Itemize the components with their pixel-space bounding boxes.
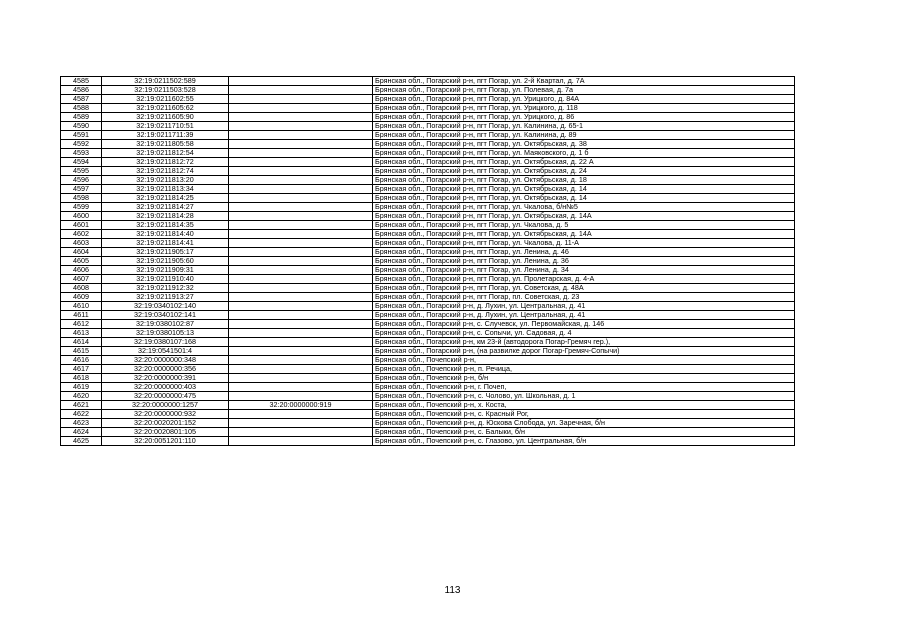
table-row [61,275,795,284]
address-cell: Брянская обл., Погарский р-н, пгт Погар, ул. Урицкого, д. 84А [373,95,795,104]
row-number: 4605 [61,257,102,266]
row-number: 4616 [61,356,102,365]
row-number: 4624 [61,428,102,437]
cadastral-number: 32:19:0211605:62 [102,104,229,113]
row-number: 4611 [61,311,102,320]
row-number: 4598 [61,194,102,203]
previous-cadastral-number [229,113,373,122]
address-cell: Брянская обл., Почепский р-н, с. Балыки, б/н [373,428,795,437]
row-number: 4613 [61,329,102,338]
address-cell: Брянская обл., Погарский р-н, пгт Погар, ул. Ленина, д. 36 [373,257,795,266]
table-row [61,176,795,185]
table-row [61,131,795,140]
cadastral-number: 32:19:0380107:168 [102,338,229,347]
row-number: 4590 [61,122,102,131]
row-number: 4588 [61,104,102,113]
cadastral-number: 32:19:0211913:27 [102,293,229,302]
row-number: 4586 [61,86,102,95]
table-row [61,212,795,221]
table-row [61,167,795,176]
row-number: 4599 [61,203,102,212]
table-row [61,428,795,437]
cadastral-number: 32:20:0020201:152 [102,419,229,428]
previous-cadastral-number [229,302,373,311]
previous-cadastral-number [229,419,373,428]
cadastral-number: 32:19:0211813:34 [102,185,229,194]
cadastral-number: 32:20:0000000:475 [102,392,229,401]
previous-cadastral-number [229,203,373,212]
address-cell: Брянская обл., Погарский р-н, пгт Погар, ул. Ленина, д. 46 [373,248,795,257]
cadastral-number: 32:19:0380102:87 [102,320,229,329]
previous-cadastral-number [229,221,373,230]
table-row [61,383,795,392]
address-cell: Брянская обл., Погарский р-н, пгт Погар, ул. Чкалова, д. 11-А [373,239,795,248]
cadastral-number: 32:20:0000000:932 [102,410,229,419]
previous-cadastral-number [229,365,373,374]
cadastral-number: 32:19:0340102:140 [102,302,229,311]
row-number: 4619 [61,383,102,392]
address-cell: Брянская обл., Погарский р-н, пгт Погар, ул. Октябрьская, д. 22 А [373,158,795,167]
address-cell: Брянская обл., Погарский р-н, (на развилке дорог Погар-Гремяч-Сопычи) [373,347,795,356]
address-cell: Брянская обл., Погарский р-н, пгт Погар, ул. Маяковского, д. 1 б [373,149,795,158]
address-cell: Брянская обл., Погарский р-н, д. Лухин, ул. Центральная, д. 41 [373,311,795,320]
table-row [61,302,795,311]
address-cell: Брянская обл., Почепский р-н, п. Речица, [373,365,795,374]
row-number: 4625 [61,437,102,446]
table-row [61,365,795,374]
cadastral-number: 32:20:0000000:348 [102,356,229,365]
cadastral-number: 32:19:0211814:27 [102,203,229,212]
cadastral-number: 32:19:0211812:74 [102,167,229,176]
registry-table-body [61,77,795,446]
table-row [61,77,795,86]
address-cell: Брянская обл., Погарский р-н, пгт Погар, ул. Октябрьская, д. 14А [373,230,795,239]
table-row [61,257,795,266]
page-number: 113 [444,585,461,596]
cadastral-number: 32:20:0000000:1257 [102,401,229,410]
address-cell: Брянская обл., Погарский р-н, с. Сопычи, ул. Садовая, д. 4 [373,329,795,338]
table-row [61,356,795,365]
previous-cadastral-number [229,104,373,113]
cadastral-number: 32:19:0211909:31 [102,266,229,275]
address-cell: Брянская обл., Погарский р-н, км 23-й (автодорога Погар-Гремяч гер.), [373,338,795,347]
cadastral-number: 32:19:0211814:35 [102,221,229,230]
table-row [61,239,795,248]
previous-cadastral-number [229,95,373,104]
address-cell: Брянская обл., Погарский р-н, пгт Погар, ул. Октябрьская, д. 14 [373,194,795,203]
previous-cadastral-number [229,347,373,356]
cadastral-number: 32:19:0211814:40 [102,230,229,239]
address-cell: Брянская обл., Погарский р-н, пгт Погар, ул. Чкалова, б/н№5 [373,203,795,212]
table-row [61,221,795,230]
previous-cadastral-number [229,86,373,95]
cadastral-number: 32:19:0380105:13 [102,329,229,338]
cadastral-number: 32:20:0051201:110 [102,437,229,446]
row-number: 4604 [61,248,102,257]
previous-cadastral-number [229,320,373,329]
previous-cadastral-number [229,374,373,383]
row-number: 4617 [61,365,102,374]
table-row [61,230,795,239]
previous-cadastral-number [229,212,373,221]
table-row [61,140,795,149]
row-number: 4603 [61,239,102,248]
address-cell: Брянская обл., Погарский р-н, пгт Погар, ул. Октябрьская, д. 18 [373,176,795,185]
table-row [61,95,795,104]
address-cell: Брянская обл., Погарский р-н, д. Лухин, ул. Центральная, д. 41 [373,302,795,311]
address-cell: Брянская обл., Погарский р-н, пгт Погар, ул. Калинина, д. 89 [373,131,795,140]
table-row [61,122,795,131]
row-number: 4610 [61,302,102,311]
previous-cadastral-number [229,122,373,131]
address-cell: Брянская обл., Погарский р-н, пгт Погар, ул. Ленина, д. 34 [373,266,795,275]
cadastral-number: 32:19:0211814:28 [102,212,229,221]
row-number: 4587 [61,95,102,104]
table-row [61,311,795,320]
row-number: 4620 [61,392,102,401]
cadastral-number: 32:20:0000000:391 [102,374,229,383]
previous-cadastral-number [229,77,373,86]
cadastral-number: 32:19:0211912:32 [102,284,229,293]
row-number: 4593 [61,149,102,158]
cadastral-number: 32:19:0340102:141 [102,311,229,320]
row-number: 4621 [61,401,102,410]
previous-cadastral-number [229,311,373,320]
address-cell: Брянская обл., Почепский р-н, г. Почеп, [373,383,795,392]
cadastral-number: 32:19:0211905:17 [102,248,229,257]
table-row [61,392,795,401]
previous-cadastral-number [229,194,373,203]
address-cell: Брянская обл., Погарский р-н, пгт Погар, ул. Октябрьская, д. 14А [373,212,795,221]
table-row [61,347,795,356]
address-cell: Брянская обл., Погарский р-н, пгт Погар, ул. Советская, д. 48А [373,284,795,293]
previous-cadastral-number [229,275,373,284]
cadastral-number: 32:19:0211602:55 [102,95,229,104]
table-row [61,329,795,338]
address-cell: Брянская обл., Почепский р-н, с. Чолово, ул. Школьная, д. 1 [373,392,795,401]
cadastral-number: 32:19:0211710:51 [102,122,229,131]
previous-cadastral-number [229,410,373,419]
row-number: 4608 [61,284,102,293]
previous-cadastral-number [229,131,373,140]
previous-cadastral-number [229,383,373,392]
table-row [61,284,795,293]
row-number: 4602 [61,230,102,239]
row-number: 4609 [61,293,102,302]
table-row [61,410,795,419]
row-number: 4597 [61,185,102,194]
table-row [61,374,795,383]
row-number: 4600 [61,212,102,221]
table-row [61,104,795,113]
row-number: 4615 [61,347,102,356]
table-row [61,248,795,257]
row-number: 4623 [61,419,102,428]
cadastral-number: 32:19:0211711:39 [102,131,229,140]
previous-cadastral-number [229,293,373,302]
address-cell: Брянская обл., Погарский р-н, пгт Погар, ул. Полевая, д. 7а [373,86,795,95]
table-row [61,158,795,167]
row-number: 4589 [61,113,102,122]
table-row [61,203,795,212]
address-cell: Брянская обл., Погарский р-н, пгт Погар, ул. Урицкого, д. 118 [373,104,795,113]
address-cell: Брянская обл., Погарский р-н, пгт Погар, ул. Пролетарская, д. 4-А [373,275,795,284]
row-number: 4596 [61,176,102,185]
row-number: 4595 [61,167,102,176]
address-cell: Брянская обл., Погарский р-н, пгт Погар, ул. Октябрьская, д. 38 [373,140,795,149]
previous-cadastral-number [229,239,373,248]
cadastral-number: 32:19:0211503:528 [102,86,229,95]
cadastral-number: 32:19:0211805:58 [102,140,229,149]
address-cell: Брянская обл., Погарский р-н, пгт Погар, пл. Советская, д. 23 [373,293,795,302]
row-number: 4612 [61,320,102,329]
table-row [61,185,795,194]
previous-cadastral-number [229,266,373,275]
row-number: 4585 [61,77,102,86]
cadastral-number: 32:19:0211812:54 [102,149,229,158]
previous-cadastral-number [229,428,373,437]
cadastral-number: 32:19:0211910:40 [102,275,229,284]
previous-cadastral-number [229,167,373,176]
table-row [61,320,795,329]
address-cell: Брянская обл., Почепский р-н, х. Коста, [373,401,795,410]
table-row [61,194,795,203]
cadastral-number: 32:19:0211605:90 [102,113,229,122]
cadastral-number: 32:19:0211814:41 [102,239,229,248]
cadastral-number: 32:19:0211814:25 [102,194,229,203]
row-number: 4606 [61,266,102,275]
cadastral-number: 32:19:0211812:72 [102,158,229,167]
row-number: 4594 [61,158,102,167]
cadastral-number: 32:20:0020801:105 [102,428,229,437]
table-row [61,266,795,275]
previous-cadastral-number [229,230,373,239]
address-cell: Брянская обл., Погарский р-н, пгт Погар, ул. Октябрьская, д. 24 [373,167,795,176]
row-number: 4591 [61,131,102,140]
cadastral-number: 32:19:0211905:60 [102,257,229,266]
address-cell: Брянская обл., Погарский р-н, пгт Погар, ул. Урицкого, д. 86 [373,113,795,122]
previous-cadastral-number [229,149,373,158]
address-cell: Брянская обл., Почепский р-н, [373,356,795,365]
table-row [61,86,795,95]
table-row [61,401,795,410]
cadastral-number: 32:19:0211502:589 [102,77,229,86]
address-cell: Брянская обл., Почепский р-н, д. Юскова Слобода, ул. Заречная, б/н [373,419,795,428]
cadastral-number: 32:19:0541501:4 [102,347,229,356]
previous-cadastral-number [229,329,373,338]
previous-cadastral-number [229,437,373,446]
address-cell: Брянская обл., Погарский р-н, с. Случевск, ул. Первомайская, д. 146 [373,320,795,329]
previous-cadastral-number [229,248,373,257]
registry-table [60,76,795,446]
address-cell: Брянская обл., Погарский р-н, пгт Погар, ул. Чкалова, д. 5 [373,221,795,230]
row-number: 4601 [61,221,102,230]
address-cell: Брянская обл., Погарский р-н, пгт Погар, ул. Октябрьская, д. 14 [373,185,795,194]
table-row [61,293,795,302]
address-cell: Брянская обл., Почепский р-н, б/н [373,374,795,383]
previous-cadastral-number [229,140,373,149]
registry-table-container [60,76,794,446]
row-number: 4618 [61,374,102,383]
address-cell: Брянская обл., Почепский р-н, с. Красный Рог, [373,410,795,419]
table-row [61,419,795,428]
row-number: 4592 [61,140,102,149]
cadastral-number: 32:19:0211813:20 [102,176,229,185]
table-row [61,437,795,446]
previous-cadastral-number [229,158,373,167]
previous-cadastral-number [229,356,373,365]
previous-cadastral-number [229,392,373,401]
address-cell: Брянская обл., Погарский р-н, пгт Погар, ул. Калинина, д. 65-1 [373,122,795,131]
address-cell: Брянская обл., Почепский р-н, с. Глазово, ул. Центральная, б/н [373,437,795,446]
cadastral-number: 32:20:0000000:356 [102,365,229,374]
table-row [61,149,795,158]
previous-cadastral-number [229,176,373,185]
previous-cadastral-number: 32:20:0000000:919 [229,401,373,410]
cadastral-number: 32:20:0000000:403 [102,383,229,392]
row-number: 4614 [61,338,102,347]
row-number: 4622 [61,410,102,419]
table-row [61,338,795,347]
row-number: 4607 [61,275,102,284]
address-cell: Брянская обл., Погарский р-н, пгт Погар, ул. 2-й Квартал, д. 7А [373,77,795,86]
previous-cadastral-number [229,257,373,266]
previous-cadastral-number [229,338,373,347]
previous-cadastral-number [229,185,373,194]
previous-cadastral-number [229,284,373,293]
table-row [61,113,795,122]
